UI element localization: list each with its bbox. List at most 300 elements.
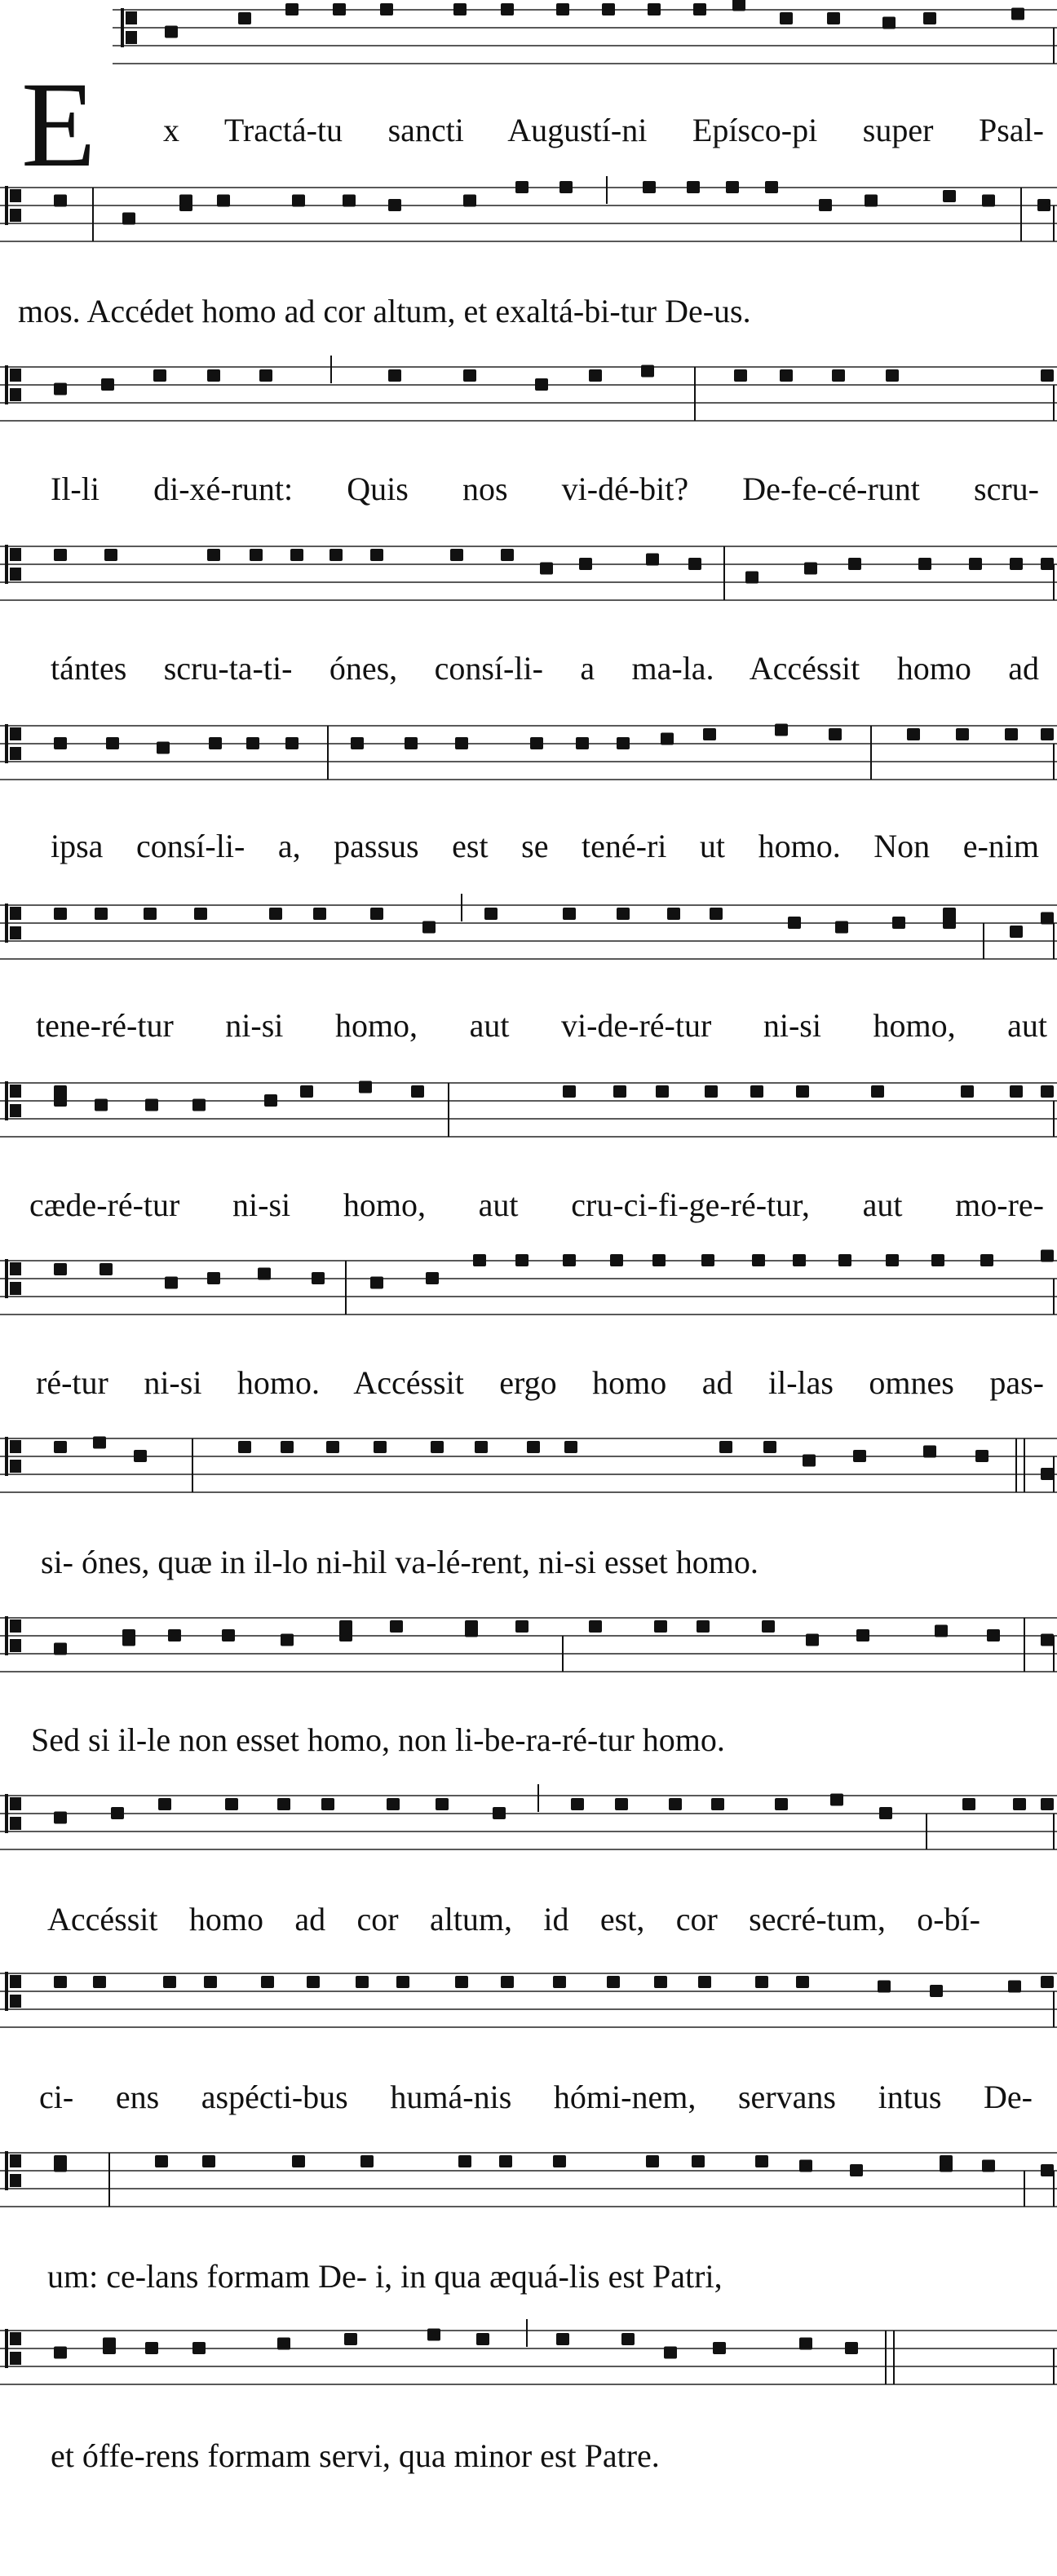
neume-note (54, 1263, 67, 1275)
neume-note (204, 1976, 217, 1988)
neume-note (1005, 728, 1018, 740)
clef-stem (5, 1616, 8, 1655)
neume-note (144, 908, 157, 920)
neume-note (374, 1441, 387, 1453)
neume-note (576, 737, 589, 749)
decorated-initial: E (21, 57, 96, 192)
neume-note (664, 2347, 677, 2359)
neume-note (436, 1798, 449, 1810)
clef-stem (5, 2151, 8, 2190)
clef-stem (5, 1259, 8, 1298)
neume-note (515, 1254, 528, 1266)
neume-note (192, 2342, 206, 2354)
neume-note (290, 549, 303, 561)
neume-note (515, 181, 528, 193)
clef-upper (10, 1262, 21, 1275)
neume-note (277, 2338, 290, 2350)
neume-note (458, 2155, 471, 2167)
neume-note (656, 1085, 669, 1098)
neume-note (962, 1798, 975, 1810)
neume-note (54, 1094, 67, 1107)
neume-note (1041, 1250, 1054, 1262)
neume-note (422, 921, 436, 934)
neume-note (1041, 1634, 1054, 1646)
neume-note (351, 737, 364, 749)
neume-note (455, 1976, 468, 1988)
neume-note (669, 1798, 682, 1810)
neume-note (285, 3, 299, 15)
neume-note (892, 917, 905, 929)
neume-note (1037, 199, 1050, 211)
neume-note (165, 1277, 178, 1289)
neume-note (192, 1099, 206, 1111)
lyric-line: ipsa consí-li- a, passus est se tené-ri ut homo. Non e-nim (51, 828, 1039, 864)
clef-lower (10, 388, 21, 401)
neume-note (222, 1629, 235, 1641)
neume-note (832, 369, 845, 382)
neume-note (225, 1798, 238, 1810)
neume-note (285, 737, 299, 749)
neume-note (564, 1441, 577, 1453)
neume-note (465, 1625, 478, 1637)
neume-note (643, 181, 656, 193)
neume-note (799, 2338, 812, 2350)
neume-note (755, 2155, 768, 2167)
neume-note (1010, 1085, 1023, 1098)
neume-note (961, 1085, 974, 1098)
neume-note (648, 3, 661, 15)
neume-note (641, 365, 654, 378)
neume-note (1010, 926, 1023, 938)
neume-note (819, 199, 832, 211)
neume-note (238, 1441, 251, 1453)
neume-note (853, 1450, 866, 1462)
neume-note (153, 369, 166, 382)
neume-note (830, 1794, 843, 1806)
lyric-line: ci- ens aspécti-bus humá-nis hómi-nem, servans intus De- (39, 2079, 1033, 2115)
clef-upper (10, 2154, 21, 2167)
neume-note (168, 1629, 181, 1641)
neume-note (103, 2342, 116, 2354)
neume-note (980, 1254, 993, 1266)
clef-stem (5, 904, 8, 943)
neume-note (307, 1976, 320, 1988)
neume-note (269, 908, 282, 920)
neume-note (106, 737, 119, 749)
neume-note (476, 2333, 489, 2345)
neume-note (559, 181, 573, 193)
clef-upper (10, 548, 21, 561)
neume-note (923, 12, 936, 24)
neume-note (1011, 8, 1024, 20)
neume-note (95, 1099, 108, 1111)
neume-note (710, 908, 723, 920)
clef-lower (10, 568, 21, 581)
neume-note (54, 737, 67, 749)
neume-note (207, 549, 220, 561)
neume-note (719, 1441, 732, 1453)
neume-note (54, 1812, 67, 1824)
clef-upper (10, 2332, 21, 2345)
neume-note (701, 1254, 714, 1266)
neume-note (292, 2155, 305, 2167)
neume-note (300, 1085, 313, 1098)
neume-note (1041, 1798, 1054, 1810)
neume-note (380, 3, 393, 15)
clef-stem (5, 1972, 8, 2011)
neume-note (871, 1085, 884, 1098)
neume-note (209, 737, 222, 749)
neume-note (390, 1620, 403, 1633)
neume-note (975, 1450, 988, 1462)
neume-note (1041, 912, 1054, 925)
neume-note (780, 369, 793, 382)
neume-note (750, 1085, 763, 1098)
neume-note (613, 1085, 626, 1098)
neume-note (935, 1625, 948, 1637)
neume-note (886, 1254, 899, 1266)
neume-note (405, 737, 418, 749)
neume-note (54, 1441, 67, 1453)
neume-note (292, 195, 305, 207)
neume-note (396, 1976, 409, 1988)
lyric-line: um: ce-lans formam De- i, in qua æquá-lis est Patri, (47, 2259, 723, 2295)
neume-note (850, 2164, 863, 2176)
clef-lower (10, 1460, 21, 1473)
clef-upper (10, 189, 21, 202)
neume-note (688, 558, 701, 570)
neume-note (207, 1272, 220, 1284)
clef-stem (121, 8, 124, 47)
neume-note (780, 12, 793, 24)
neume-note (329, 549, 343, 561)
neume-note (1041, 728, 1054, 740)
neume-note (886, 369, 899, 382)
neume-note (621, 2333, 635, 2345)
neume-note (943, 190, 956, 202)
neume-note (563, 908, 576, 920)
neume-note (535, 378, 548, 391)
neume-note (652, 1254, 666, 1266)
clef-stem (5, 724, 8, 763)
neume-note (515, 1620, 528, 1633)
neume-note (697, 1620, 710, 1633)
neume-note (646, 2155, 659, 2167)
neume-note (54, 1976, 67, 1988)
neume-note (1041, 1976, 1054, 1988)
neume-note (473, 1254, 486, 1266)
neume-note (527, 1441, 540, 1453)
neume-note (501, 3, 514, 15)
neume-note (1041, 558, 1054, 570)
neume-note (1013, 1798, 1026, 1810)
clef-lower (126, 31, 137, 44)
neume-note (646, 554, 659, 566)
neume-note (258, 1268, 271, 1280)
neume-note (845, 2342, 858, 2354)
neume-note (943, 908, 956, 920)
neume-note (610, 1254, 623, 1266)
clef-lower (10, 1995, 21, 2008)
clef-stem (5, 1437, 8, 1476)
neume-note (111, 1807, 124, 1819)
lyric-line: si- ónes, quæ in il-lo ni-hil va-lé-rent, ni-si esset homo. (41, 1544, 758, 1580)
neume-note (711, 1798, 724, 1810)
neume-note (453, 3, 467, 15)
neume-note (698, 1976, 711, 1988)
neume-note (806, 1634, 819, 1646)
neume-note (281, 1634, 294, 1646)
neume-note (339, 1620, 352, 1633)
neume-note (589, 1620, 602, 1633)
neume-note (493, 1807, 506, 1819)
neume-note (431, 1441, 444, 1453)
neume-note (313, 908, 326, 920)
neume-note (281, 1441, 294, 1453)
neume-note (54, 1643, 67, 1655)
neume-note (343, 195, 356, 207)
clef-upper (10, 907, 21, 920)
neume-note (829, 728, 842, 740)
neume-note (163, 1976, 176, 1988)
neume-note (865, 195, 878, 207)
lyric-line: x Tractá-tu sancti Augustí-ni Epísco-pi super Psal- (163, 113, 1044, 148)
neume-note (54, 908, 67, 920)
neume-note (101, 378, 114, 391)
neume-note (775, 1798, 788, 1810)
neume-note (804, 563, 817, 575)
neume-note (100, 1263, 113, 1275)
neume-note (217, 195, 230, 207)
neume-note (484, 908, 498, 920)
neume-note (987, 1629, 1000, 1641)
neume-note (158, 1798, 171, 1810)
clef-upper (10, 1085, 21, 1098)
neume-note (246, 737, 259, 749)
neume-note (501, 1976, 514, 1988)
neume-note (250, 549, 263, 561)
neume-note (93, 1976, 106, 1988)
neume-note (563, 1085, 576, 1098)
neume-note (661, 733, 674, 745)
neume-note (145, 2342, 158, 2354)
neume-note (359, 1081, 372, 1094)
neume-note (259, 369, 272, 382)
neume-note (692, 2155, 705, 2167)
clef-upper (10, 1440, 21, 1453)
neume-note (54, 383, 67, 395)
clef-lower (10, 1104, 21, 1117)
neume-note (155, 2155, 168, 2167)
neume-note (450, 549, 463, 561)
neume-note (726, 181, 739, 193)
neume-note (563, 1254, 576, 1266)
neume-note (752, 1254, 765, 1266)
neume-note (54, 549, 67, 561)
lyric-line: ré-tur ni-si homo. Accéssit ergo homo ad il-las omnes pas- (36, 1365, 1044, 1401)
clef-stem (5, 365, 8, 404)
neume-note (556, 2333, 569, 2345)
neume-note (796, 1085, 809, 1098)
neume-note (838, 1254, 851, 1266)
neume-note (426, 1272, 439, 1284)
clef-lower (10, 2174, 21, 2187)
neume-note (360, 2155, 374, 2167)
neume-note (553, 2155, 566, 2167)
neume-note (388, 199, 401, 211)
lyric-line: tene-ré-tur ni-si homo, aut vi-de-ré-tur ni-si homo, aut (36, 1008, 1047, 1044)
neume-note (501, 549, 514, 561)
neume-note (261, 1976, 274, 1988)
clef-lower (10, 1282, 21, 1295)
clef-stem (5, 2329, 8, 2368)
neume-note (765, 181, 778, 193)
neume-note (54, 195, 67, 207)
clef-lower (10, 1817, 21, 1830)
neume-note (930, 1985, 943, 1997)
neume-note (370, 908, 383, 920)
neume-note (617, 737, 630, 749)
clef-upper (10, 1797, 21, 1810)
neume-note (734, 369, 747, 382)
neume-note (848, 558, 861, 570)
lyric-line: cæde-ré-tur ni-si homo, aut cru-ci-fi-ge-ré-tur, aut mo-re- (29, 1187, 1044, 1223)
neume-note (654, 1976, 667, 1988)
neume-note (607, 1976, 620, 1988)
neume-note (882, 17, 896, 29)
lyric-line: tántes scru-ta-ti- ónes, consí-li- a ma-la. Accéssit homo ad (51, 651, 1039, 687)
clef-upper (10, 727, 21, 740)
neume-note (54, 2347, 67, 2359)
neume-note (455, 737, 468, 749)
neume-note (732, 0, 745, 11)
neume-note (122, 1629, 135, 1641)
neume-note (104, 549, 117, 561)
neume-note (333, 3, 346, 15)
neume-note (763, 1441, 776, 1453)
clef-stem (5, 545, 8, 584)
neume-note (145, 1099, 158, 1111)
neume-note (194, 908, 207, 920)
neume-note (326, 1441, 339, 1453)
neume-note (835, 921, 848, 934)
neume-note (693, 3, 706, 15)
clef-upper (10, 1619, 21, 1633)
neume-note (918, 558, 931, 570)
neume-note (321, 1798, 334, 1810)
neume-note (956, 728, 969, 740)
neume-note (540, 563, 553, 575)
clef-lower (10, 2352, 21, 2365)
clef-stem (5, 1794, 8, 1833)
neume-note (982, 2160, 995, 2172)
neume-note (1041, 369, 1054, 382)
neume-note (775, 724, 788, 736)
clef-lower (10, 747, 21, 760)
neume-note (207, 369, 220, 382)
neume-note (312, 1272, 325, 1284)
neume-note (827, 12, 840, 24)
neume-note (553, 1976, 566, 1988)
neume-note (878, 1981, 891, 1993)
neume-note (799, 2160, 812, 2172)
neume-note (95, 908, 108, 920)
neume-note (54, 2160, 67, 2172)
clef-lower (10, 926, 21, 939)
neume-note (202, 2155, 215, 2167)
neume-note (370, 1277, 383, 1289)
neume-note (238, 12, 251, 24)
neume-note (982, 195, 995, 207)
neume-note (907, 728, 920, 740)
neume-note (931, 1254, 944, 1266)
neume-note (475, 1441, 488, 1453)
clef-lower (10, 209, 21, 222)
neume-note (264, 1094, 277, 1107)
neume-note (713, 2342, 726, 2354)
neume-note (667, 908, 680, 920)
neume-note (856, 1629, 869, 1641)
neume-note (571, 1798, 584, 1810)
neume-note (179, 199, 192, 211)
neume-note (1041, 2164, 1054, 2176)
neume-note (788, 917, 801, 929)
neume-note (411, 1085, 424, 1098)
lyric-line: Il-li di-xé-runt: Quis nos vi-dé-bit? De-fe-cé-runt scru- (51, 471, 1039, 507)
clef-upper (126, 11, 137, 24)
clef-stem (5, 1081, 8, 1120)
neume-note (277, 1798, 290, 1810)
neume-note (940, 2160, 953, 2172)
neume-note (356, 1976, 369, 1988)
neume-note (157, 742, 170, 754)
clef-upper (10, 369, 21, 382)
neume-note (745, 572, 758, 584)
neume-note (589, 369, 602, 382)
neume-note (602, 3, 615, 15)
neume-note (755, 1976, 768, 1988)
neume-note (615, 1798, 628, 1810)
neume-note (762, 1620, 775, 1633)
neume-note (879, 1807, 892, 1819)
neume-note (370, 549, 383, 561)
neume-note (617, 908, 630, 920)
neume-note (793, 1254, 806, 1266)
neume-note (93, 1437, 106, 1449)
lyric-line: mos. Accédet homo ad cor altum, et exaltá-bi-tur De-us. (18, 294, 751, 329)
neume-note (705, 1085, 718, 1098)
neume-note (463, 195, 476, 207)
clef-upper (10, 1975, 21, 1988)
neume-note (134, 1450, 147, 1462)
neume-note (388, 369, 401, 382)
neume-note (579, 558, 592, 570)
neume-note (803, 1455, 816, 1467)
neume-note (530, 737, 543, 749)
neume-note (1010, 558, 1023, 570)
neume-note (687, 181, 700, 193)
neume-note (1008, 1981, 1021, 1993)
neume-note (923, 1446, 936, 1458)
neume-note (654, 1620, 667, 1633)
lyric-line: Accéssit homo ad cor altum, id est, cor secré-tum, o-bí- (47, 1902, 980, 1938)
neume-note (122, 213, 135, 225)
lyric-line: Sed si il-le non esset homo, non li-be-ra-ré-tur homo. (31, 1722, 725, 1758)
neume-note (165, 26, 178, 38)
neume-note (556, 3, 569, 15)
neume-note (1041, 1085, 1054, 1098)
clef-stem (5, 186, 8, 225)
